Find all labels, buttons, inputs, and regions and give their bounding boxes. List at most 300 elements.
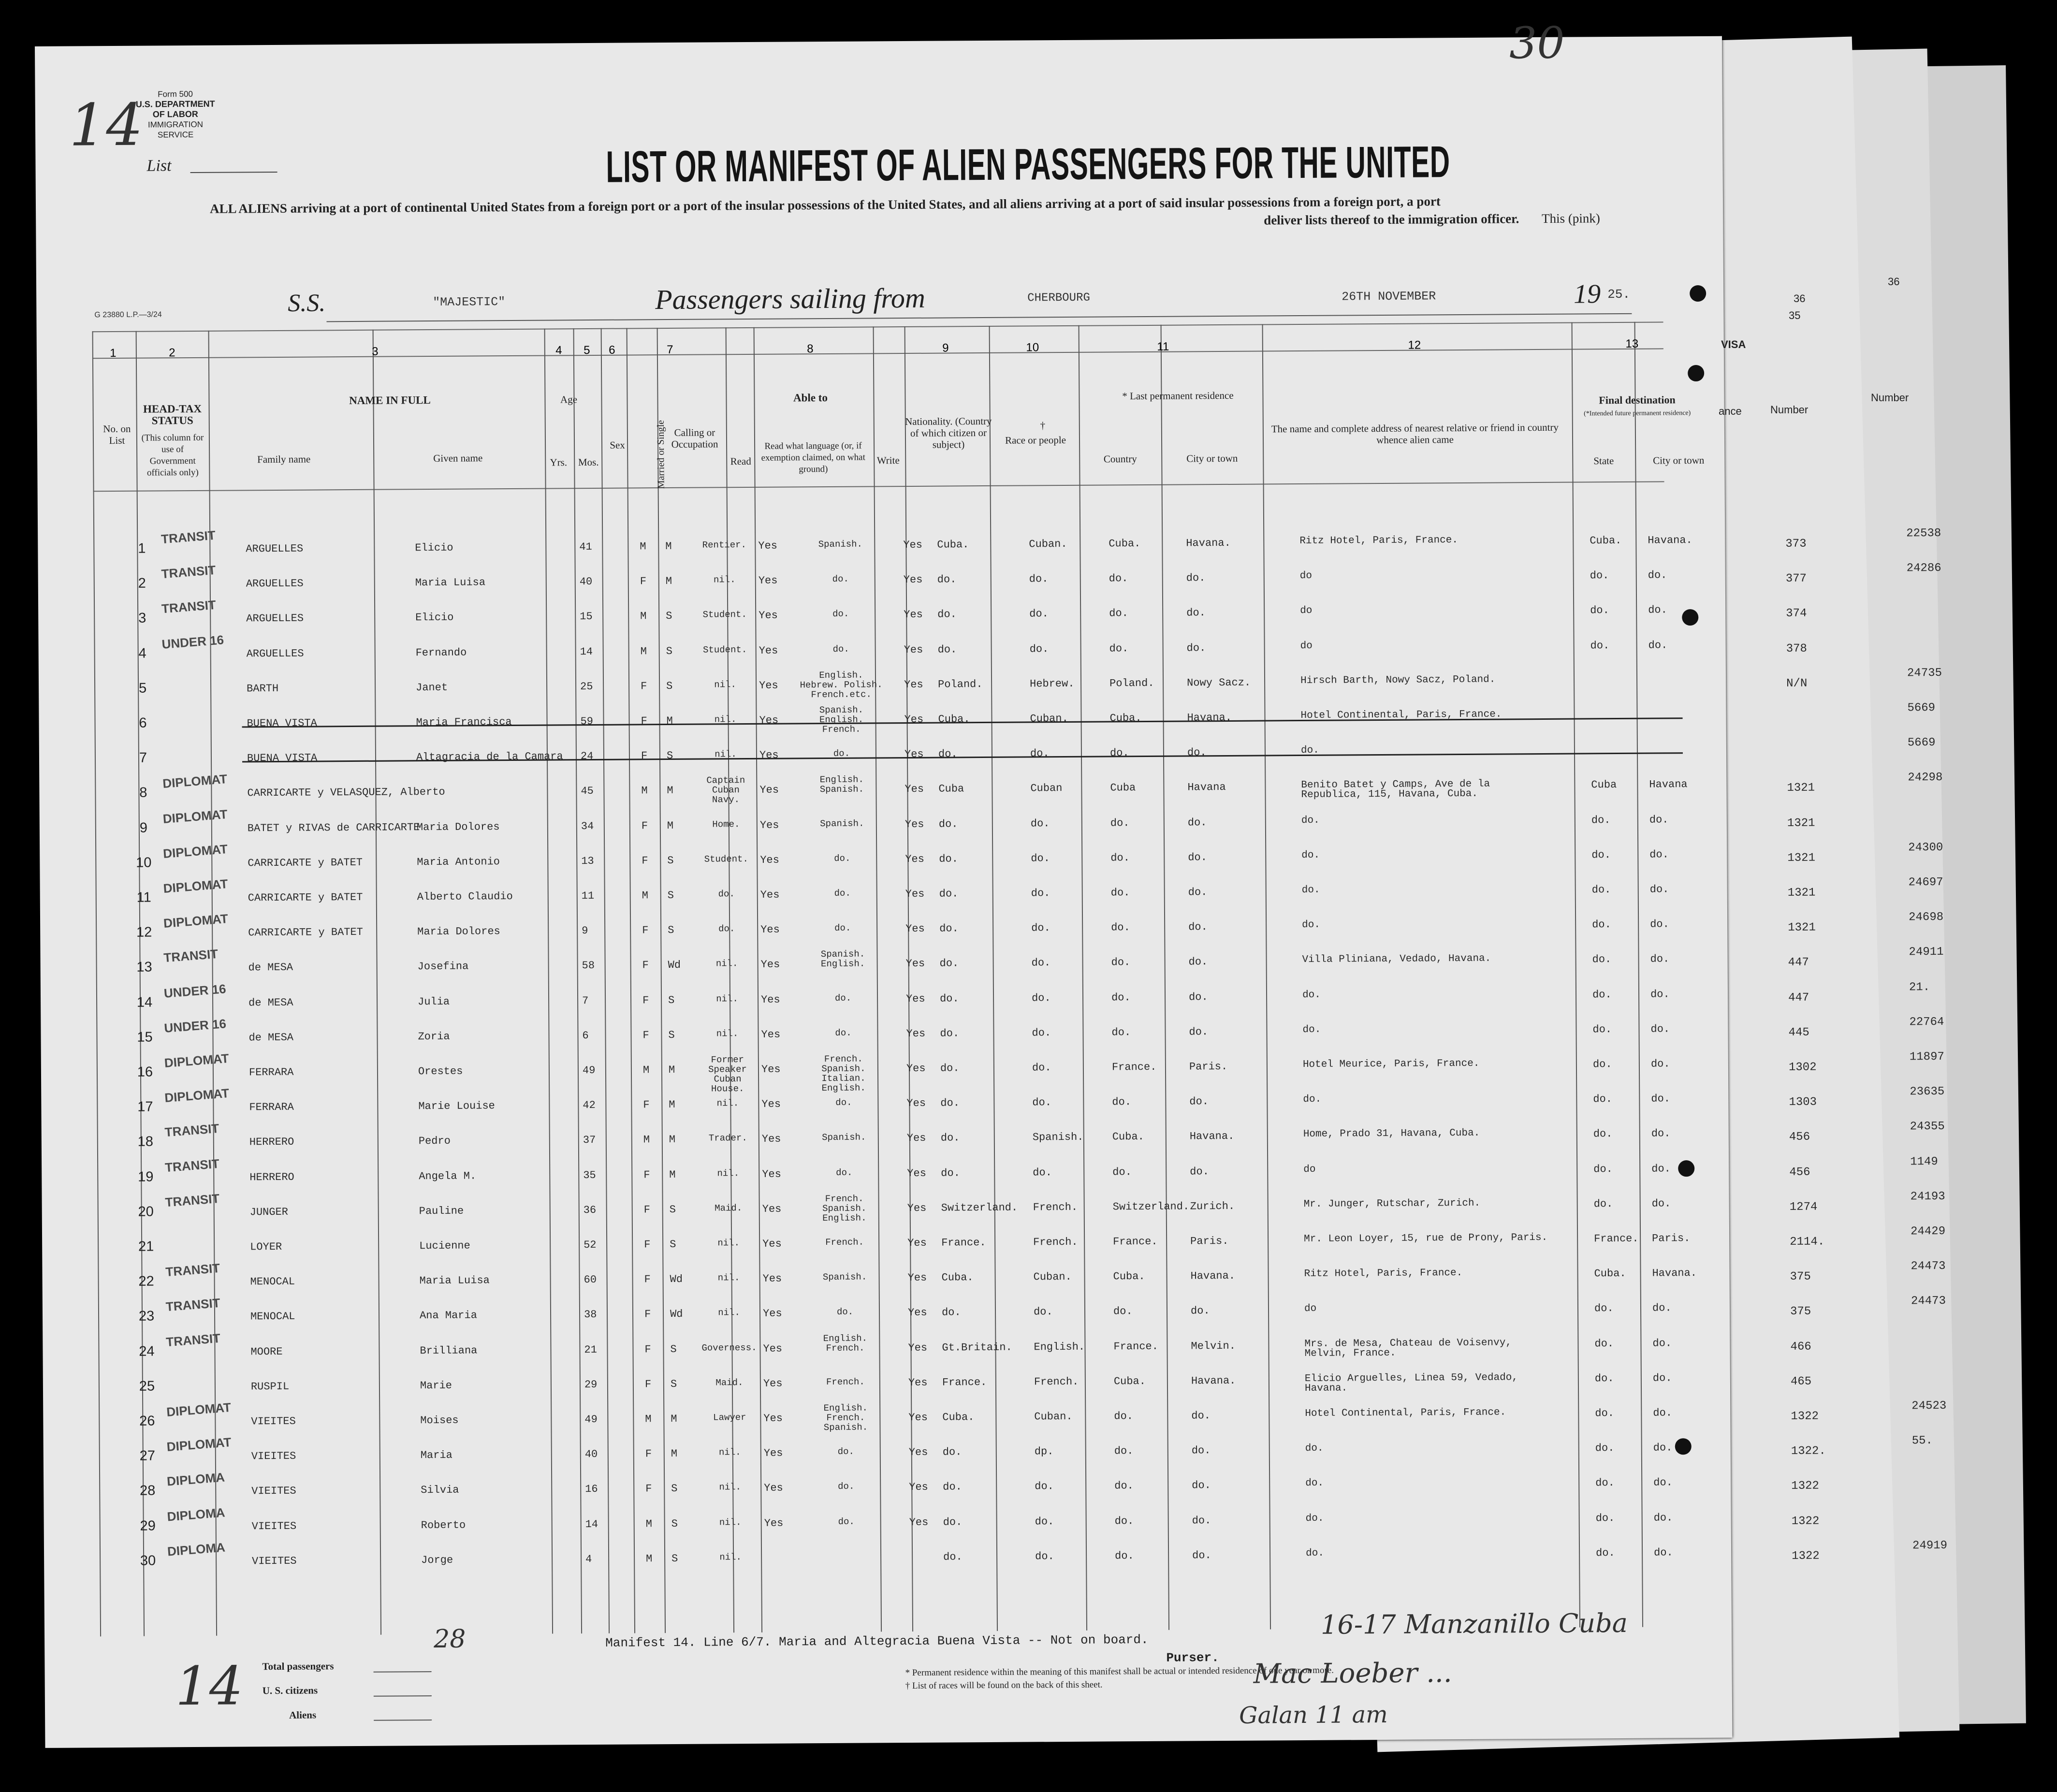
- cell-occ: Trader.: [708, 1133, 747, 1144]
- cell-race: do.: [1035, 1515, 1054, 1528]
- cell-nat: do.: [939, 992, 959, 1005]
- cell-yrs: 58: [582, 960, 595, 972]
- cell-ms: Wd: [668, 959, 681, 972]
- header-relative: The name and complete address of nearest relative or friend in country whence alien came: [1271, 421, 1559, 446]
- cell-given: Angela M.: [419, 1170, 477, 1182]
- cell-yrs: 16: [585, 1483, 598, 1496]
- cell-given: Pedro: [418, 1135, 451, 1148]
- cell-dcity: do.: [1651, 1093, 1671, 1105]
- footer-line: [374, 1671, 432, 1673]
- cell-rel: do: [1303, 1164, 1316, 1175]
- cell-yrs: 9: [582, 925, 588, 937]
- cell-number: 11897: [1909, 1050, 1944, 1064]
- cell-number: 24286: [1906, 562, 1941, 575]
- header-age: Age: [560, 393, 578, 406]
- head-tax-stamp: TRANSIT: [161, 597, 217, 616]
- cell-number: 24473: [1911, 1295, 1946, 1308]
- cell-family: de MESA: [248, 1031, 294, 1044]
- cell-dcity: do.: [1653, 1511, 1673, 1524]
- cell-sex: M: [645, 1413, 652, 1426]
- header-given-name: Given name: [433, 452, 483, 464]
- column-number: 7: [667, 343, 673, 357]
- cell-city: Zurich.: [1190, 1200, 1235, 1213]
- cell-yrs: 15: [580, 611, 593, 623]
- cell-nat: Cuba.: [941, 1271, 974, 1284]
- cell-dcity: do.: [1649, 883, 1669, 896]
- cell-sex: F: [642, 924, 649, 937]
- cell-country: Poland.: [1109, 677, 1154, 690]
- cell-race: do.: [1033, 1166, 1052, 1179]
- cell-lang: French.: [826, 1376, 865, 1387]
- header-able-to: Able to: [793, 391, 828, 404]
- row-number: 1: [138, 540, 146, 556]
- cell-lang: do.: [832, 609, 849, 620]
- cell-given: Maria: [420, 1449, 452, 1462]
- cell-write: Yes: [906, 1132, 926, 1145]
- head-tax-stamp: DIPLOMAT: [166, 1399, 232, 1420]
- header-family-name: Family name: [257, 453, 311, 466]
- cell-yrs: 41: [579, 540, 592, 554]
- cell-write: Yes: [905, 922, 925, 935]
- cell-yrs: 13: [581, 855, 594, 867]
- cell-sex: F: [640, 575, 647, 588]
- cell-nat: Cuba.: [937, 539, 969, 551]
- cell-read: Yes: [759, 749, 779, 762]
- cell-nat: do.: [941, 1306, 961, 1319]
- cell-dcity: do.: [1651, 1197, 1671, 1210]
- cell-read: Yes: [761, 1028, 781, 1041]
- cell-state: do.: [1595, 1512, 1615, 1524]
- cell-state: do.: [1593, 1128, 1613, 1140]
- head-tax-stamp: DIPLOMAT: [163, 911, 229, 931]
- head-tax-stamp: DIPLOMAT: [162, 876, 229, 896]
- row-number: 9: [139, 820, 148, 836]
- cell-race: do.: [1035, 1550, 1054, 1563]
- cell-yrs: 14: [585, 1518, 598, 1530]
- cell-sex: F: [642, 855, 648, 867]
- cell-ms: M: [669, 1168, 676, 1181]
- cell-dcity: do.: [1652, 1372, 1672, 1384]
- cell-state: do.: [1593, 1093, 1613, 1106]
- cell-country: Cuba.: [1113, 1270, 1145, 1283]
- cell-yrs: 29: [584, 1378, 598, 1391]
- cell-family: BARTH: [247, 682, 279, 695]
- cell-nat: do.: [939, 853, 958, 865]
- cell-occ: do.: [718, 889, 735, 900]
- cell-occ: nil.: [719, 1551, 742, 1563]
- list-underline: [190, 172, 277, 173]
- cell-sex: F: [642, 994, 649, 1006]
- cell-family: FERRARA: [249, 1101, 294, 1114]
- cell-city: Havana.: [1187, 711, 1232, 724]
- cell-occ: nil.: [718, 1307, 740, 1318]
- cell-yrs: 49: [582, 1064, 596, 1077]
- cell-ms: S: [666, 645, 672, 657]
- cell-nat: do.: [938, 748, 958, 760]
- cell-yrs: 38: [584, 1309, 597, 1321]
- cell-family: BUENA VISTA: [247, 752, 318, 765]
- cell-visa: 1302: [1788, 1061, 1817, 1074]
- cell-race: French.: [1034, 1375, 1079, 1388]
- handwritten-signature: Mac Loeber ...: [1253, 1657, 1452, 1690]
- cell-country: Cuba: [1110, 782, 1136, 794]
- cell-family: CARRICARTE y BATET: [248, 856, 363, 870]
- cell-visa: 447: [1788, 956, 1809, 970]
- cell-occ: nil.: [714, 714, 737, 725]
- cell-yrs: 37: [583, 1134, 596, 1147]
- cell-country: do.: [1111, 1026, 1131, 1039]
- cell-family: BATET y RIVAS de CARRICARTE: [247, 821, 420, 834]
- cell-write: Yes: [903, 573, 923, 586]
- column-number: 3: [372, 345, 379, 358]
- cell-country: Switzerland.: [1112, 1200, 1190, 1213]
- header-head-tax: HEAD-TAX STATUS: [143, 402, 202, 427]
- cell-lang: do.: [836, 1167, 853, 1178]
- header-head-tax-note: (This column for use of Government officials only): [141, 432, 204, 478]
- cell-read: Yes: [761, 1063, 781, 1076]
- cell-country: do.: [1111, 991, 1131, 1004]
- residence-note: * Permanent residence within the meaning of this manifest shall be actual or intended residence of one year or more.: [905, 1665, 1334, 1678]
- cell-given: Moises: [420, 1414, 459, 1427]
- cell-dcity: do.: [1651, 1127, 1671, 1140]
- cell-state: do.: [1592, 1023, 1612, 1036]
- cell-number: 5669: [1907, 736, 1936, 750]
- row-number: 16: [137, 1064, 153, 1080]
- cell-ms: S: [671, 1517, 678, 1530]
- cell-write: Yes: [904, 643, 923, 656]
- cell-family: FERRARA: [248, 1066, 294, 1079]
- cell-read: Yes: [760, 993, 780, 1006]
- cell-nat: do.: [943, 1515, 963, 1529]
- cell-country: do.: [1110, 816, 1130, 830]
- cell-ms: S: [667, 889, 674, 902]
- cell-rel: do.: [1305, 1513, 1324, 1524]
- cell-write: Yes: [905, 853, 924, 865]
- cell-nat: Gt.Britain.: [942, 1341, 1012, 1354]
- row-number: 6: [139, 715, 147, 731]
- cell-rel: Ritz Hotel, Paris, France.: [1304, 1268, 1463, 1280]
- cell-number: 21.: [1909, 980, 1930, 994]
- cell-rel: do.: [1302, 1024, 1321, 1035]
- header-final-destination: Final destination: [1599, 393, 1676, 407]
- cell-family: MENOCAL: [250, 1311, 295, 1323]
- cell-sex: F: [643, 1204, 651, 1216]
- cell-sex: M: [640, 610, 647, 623]
- cell-number: 55.: [1911, 1434, 1933, 1448]
- cell-family: ARGUELLES: [246, 647, 304, 660]
- cell-race: Spanish.: [1032, 1131, 1084, 1144]
- cell-city: do.: [1192, 1549, 1211, 1562]
- cell-write: Yes: [905, 992, 925, 1005]
- cell-city: Havana: [1187, 781, 1226, 794]
- cell-city: do.: [1188, 851, 1207, 864]
- cell-state: do.: [1592, 953, 1612, 966]
- cell-dcity: do.: [1650, 1023, 1670, 1035]
- cell-rel: Home, Prado 31, Havana, Cuba.: [1303, 1128, 1480, 1140]
- handwritten-total: 28: [433, 1624, 466, 1654]
- cell-lang: Spanish.: [818, 539, 862, 550]
- cell-visa: 375: [1790, 1270, 1811, 1284]
- row-number: 22: [138, 1273, 154, 1289]
- column-number: 2: [169, 346, 175, 360]
- cell-race: do.: [1030, 817, 1050, 830]
- cell-city: do.: [1186, 572, 1206, 584]
- cell-given: Maria Francisca: [416, 715, 512, 729]
- departure-port: CHERBOURG: [1027, 291, 1090, 305]
- cell-rel: Hotel Continental, Paris, France.: [1300, 709, 1502, 722]
- cell-nat: Cuba.: [938, 713, 970, 726]
- cell-sex: M: [640, 540, 646, 553]
- cell-family: VIEITES: [252, 1555, 297, 1568]
- us-citizens-label: U. S. citizens: [262, 1684, 318, 1697]
- cell-given: Lucienne: [419, 1239, 470, 1253]
- cell-read: Yes: [763, 1377, 783, 1390]
- cell-dcity: do.: [1653, 1442, 1673, 1454]
- row-number: 29: [140, 1518, 156, 1534]
- cell-city: do.: [1191, 1444, 1211, 1457]
- cell-write: Yes: [908, 1446, 928, 1459]
- cell-race: do.: [1029, 642, 1049, 656]
- head-tax-stamp: DIPLOMAT: [162, 841, 228, 861]
- row-number: 18: [137, 1134, 154, 1150]
- column-number: 10: [1026, 341, 1039, 354]
- cell-city: do.: [1186, 607, 1206, 619]
- row-number: 27: [139, 1448, 156, 1464]
- column-number: 5: [584, 343, 590, 357]
- cell-family: MENOCAL: [250, 1275, 295, 1288]
- cell-given: Elicio: [415, 612, 454, 624]
- cell-ms: S: [667, 854, 674, 867]
- row-number: 14: [136, 994, 153, 1010]
- cell-given: Silvia: [421, 1484, 459, 1497]
- cell-nat: France.: [941, 1237, 986, 1249]
- cell-state: do.: [1590, 604, 1609, 617]
- cell-city: do.: [1188, 921, 1208, 933]
- cell-given: Maria Luisa: [415, 576, 486, 589]
- cell-yrs: 42: [583, 1099, 596, 1112]
- cell-write: Yes: [906, 1062, 926, 1075]
- punch-hole: [1682, 609, 1698, 626]
- cell-read: Yes: [762, 1307, 782, 1320]
- cell-read: Yes: [759, 819, 779, 831]
- cell-ms: S: [671, 1552, 678, 1565]
- cell-family: CARRICARTE y BATET: [248, 926, 363, 939]
- print-code: G 23880 L.P.—3/24: [94, 310, 162, 320]
- cell-visa: 1322: [1791, 1410, 1819, 1423]
- cell-lang: do.: [834, 888, 851, 899]
- cell-city: do.: [1189, 1095, 1209, 1108]
- handwritten-note: Galan 11 am: [1239, 1701, 1388, 1729]
- cell-visa: 456: [1789, 1166, 1810, 1179]
- cell-country: Cuba.: [1109, 538, 1141, 550]
- cell-sex: F: [644, 1308, 651, 1321]
- cell-sex: F: [644, 1238, 651, 1251]
- head-tax-stamp: DIPLOMA: [166, 1470, 225, 1489]
- cell-nat: do.: [940, 1132, 960, 1144]
- cell-number: 24698: [1908, 911, 1944, 924]
- cell-nat: do.: [940, 1027, 960, 1040]
- cell-yrs: 40: [584, 1448, 598, 1461]
- row-number: 13: [136, 959, 152, 976]
- cell-dcity: do.: [1649, 848, 1669, 861]
- cell-occ: nil.: [719, 1482, 742, 1493]
- row-number: 8: [139, 785, 147, 801]
- cell-country: do.: [1109, 642, 1129, 655]
- cell-lang: do.: [837, 1446, 854, 1457]
- cell-visa: 1321: [1787, 886, 1816, 900]
- column-number: 13: [1625, 337, 1639, 350]
- back-sheet-number-header: Number: [1871, 392, 1909, 404]
- back-sheet-number-header: Number: [1770, 404, 1809, 416]
- cell-country: France.: [1113, 1340, 1158, 1353]
- cell-read: Yes: [762, 1168, 781, 1180]
- cell-visa: 1321: [1787, 781, 1815, 795]
- cell-yrs: 45: [581, 785, 594, 798]
- cell-write: Yes: [904, 678, 923, 691]
- cell-race: French.: [1033, 1236, 1078, 1249]
- header-state: State: [1593, 455, 1614, 467]
- header-no-on-list: No. on List: [103, 423, 131, 447]
- cell-city: Havana.: [1189, 1130, 1235, 1143]
- cell-write: Yes: [905, 958, 925, 970]
- cell-occ: nil.: [713, 574, 736, 585]
- cell-given: Zoria: [418, 1030, 450, 1043]
- cell-family: VIEITES: [251, 1485, 296, 1498]
- cell-rel: do.: [1301, 815, 1320, 826]
- head-tax-stamp: TRANSIT: [160, 563, 217, 582]
- cell-yrs: 11: [581, 889, 595, 903]
- cell-country: do.: [1114, 1515, 1134, 1528]
- cell-race: Cuban: [1030, 782, 1063, 795]
- header-race: Race or people: [1005, 434, 1066, 446]
- cell-yrs: 34: [581, 820, 594, 832]
- cell-number: 24473: [1911, 1260, 1946, 1273]
- row-number: 7: [139, 750, 147, 766]
- ship-line: [326, 313, 1632, 322]
- cell-read: Yes: [763, 1412, 783, 1425]
- cell-lang: Spanish. English.: [820, 948, 865, 970]
- cell-nat: do.: [939, 957, 959, 970]
- cell-visa: 375: [1790, 1305, 1811, 1319]
- head-tax-stamp: TRANSIT: [165, 1296, 221, 1314]
- cell-nat: do.: [937, 573, 957, 586]
- cell-race: do.: [1031, 957, 1051, 969]
- instructions-bold: ALL ALIENS: [209, 201, 287, 216]
- row-number: 30: [140, 1553, 156, 1569]
- cell-state: do.: [1590, 639, 1610, 652]
- cell-lang: do.: [838, 1481, 855, 1492]
- cell-rel: Hotel Meurice, Paris, France.: [1302, 1058, 1480, 1071]
- cell-race: Hebrew.: [1030, 677, 1075, 690]
- cell-ms: S: [668, 994, 675, 1006]
- cell-ms: M: [669, 1099, 675, 1111]
- cell-rel: Villa Pliniana, Vedado, Havana.: [1302, 953, 1491, 966]
- row-number: 28: [140, 1483, 156, 1499]
- cell-sex: F: [642, 959, 649, 972]
- cell-city: Paris.: [1190, 1235, 1229, 1248]
- cell-state: do.: [1591, 814, 1611, 826]
- cell-state: France.: [1594, 1232, 1639, 1245]
- cell-rel: Benito Batet y Camps, Ave de la Republica, 115, Havana, Cuba.: [1301, 779, 1490, 801]
- cell-family: VIEITES: [251, 1415, 296, 1428]
- cell-ms: S: [671, 1483, 678, 1495]
- cell-given: Josefina: [417, 960, 469, 973]
- cell-yrs: 24: [580, 750, 594, 763]
- head-tax-stamp: DIPLOMAT: [163, 1050, 230, 1071]
- cell-given: Marie: [420, 1379, 452, 1392]
- back-sheet-column-number: 36: [1794, 292, 1806, 305]
- cell-sex: F: [644, 1343, 651, 1355]
- cell-dcity: Havana.: [1648, 534, 1692, 547]
- cell-city: do.: [1188, 956, 1208, 968]
- cell-country: do.: [1112, 1166, 1132, 1179]
- cell-rel: do: [1304, 1303, 1317, 1315]
- cell-read: Yes: [764, 1482, 783, 1495]
- cell-yrs: 49: [584, 1413, 598, 1426]
- cell-sex: F: [645, 1448, 652, 1460]
- cell-visa: 1322: [1791, 1515, 1820, 1528]
- cell-visa: 373: [1785, 537, 1807, 551]
- cell-write: Yes: [907, 1271, 927, 1284]
- cell-rel: do.: [1306, 1547, 1324, 1559]
- cell-given: Brilliana: [420, 1344, 478, 1357]
- cell-occ: nil.: [716, 993, 738, 1005]
- header-sex: Sex: [610, 439, 625, 451]
- cell-rel: do: [1299, 570, 1313, 582]
- head-tax-stamp: DIPLOMAT: [162, 806, 228, 826]
- cell-rel: do.: [1301, 849, 1320, 861]
- header-last-residence: * Last permanent residence: [1122, 389, 1234, 402]
- cell-ms: M: [667, 785, 673, 797]
- handwritten-page-number: 14: [69, 91, 144, 160]
- cell-lang: Spanish.: [822, 1132, 866, 1143]
- cell-lang: do.: [836, 1307, 854, 1318]
- cell-race: do.: [1031, 991, 1051, 1005]
- cell-rel: Mr. Junger, Rutschar, Zurich.: [1303, 1197, 1481, 1210]
- handwritten-page-number: 14: [175, 1655, 244, 1718]
- cell-occ: nil.: [715, 749, 737, 760]
- cell-sex: M: [641, 785, 648, 797]
- cell-yrs: 21: [584, 1343, 597, 1356]
- races-note: † List of races will be found on the back of this sheet.: [905, 1679, 1103, 1691]
- instructions-text-3: This (pink): [1542, 211, 1600, 226]
- cell-read: Yes: [763, 1342, 783, 1355]
- form-metadata: [132, 89, 219, 140]
- cell-city: do.: [1188, 886, 1208, 899]
- cell-rel: do: [1300, 605, 1313, 617]
- cell-occ: nil.: [717, 1238, 740, 1249]
- cell-rel: do.: [1300, 744, 1319, 757]
- cell-city: do.: [1187, 816, 1207, 829]
- cell-country: do.: [1114, 1445, 1134, 1457]
- cell-state: do.: [1591, 848, 1611, 861]
- cell-write: Yes: [907, 1202, 927, 1214]
- cell-occ: Lawyer: [713, 1412, 746, 1423]
- cell-family: BUENA VISTA: [247, 717, 317, 730]
- punch-hole: [1690, 285, 1706, 302]
- cell-country: do.: [1109, 572, 1128, 585]
- cell-visa: 1322: [1791, 1479, 1819, 1493]
- cell-read: Yes: [762, 1238, 782, 1250]
- cell-write: Yes: [905, 888, 925, 901]
- cell-sex: M: [645, 1517, 652, 1530]
- cell-family: HERRERO: [249, 1136, 294, 1149]
- cell-number: 24911: [1909, 946, 1944, 959]
- cell-occ: Governess.: [701, 1342, 757, 1354]
- cell-read: Yes: [760, 889, 780, 901]
- row-number: 26: [139, 1413, 155, 1429]
- cell-yrs: 40: [579, 576, 593, 588]
